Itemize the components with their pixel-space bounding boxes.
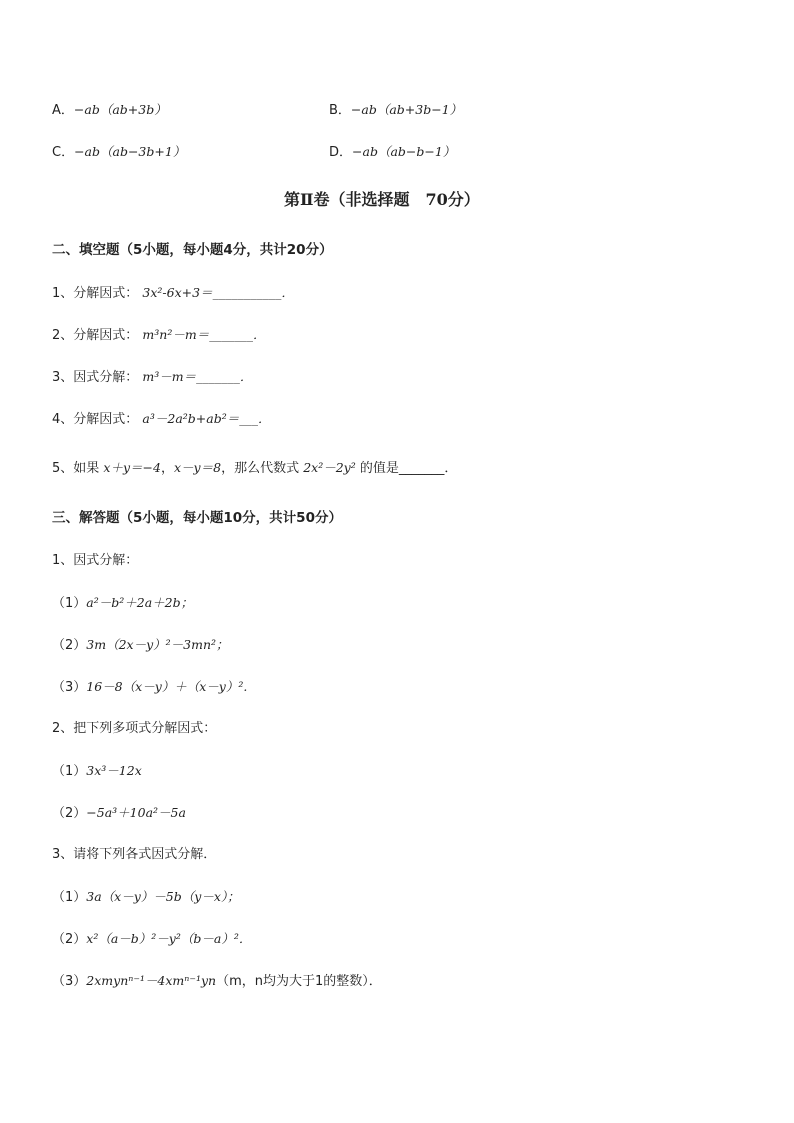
answer-q1-item3-num: （3）: [52, 680, 87, 695]
answer-q3-item2-math: x²（a－b）²－y²（b－a）²．: [86, 931, 252, 946]
answer-q2-item2-num: （2）: [52, 806, 87, 821]
fill-q3-math: m³－m＝_______．: [142, 369, 253, 384]
answer-q3-item3: [52, 972, 382, 991]
answer-q3-item3-math: 2xmynⁿ⁻¹－4xmⁿ⁻¹yn: [86, 973, 217, 988]
answer-q1-item1-num: （1）: [52, 596, 87, 611]
fill-q5-suffix: 的值是_______．: [359, 461, 458, 476]
answer-q2-item1-math: 3x³－12x: [86, 763, 142, 778]
answer-q1-item2-math: 3m（2x－y）²－3mn²；: [86, 637, 229, 652]
fill-q4-math: a³－2a²b+ab²＝___．: [142, 411, 271, 426]
answer-q2-item2-math: −5a³＋10a²－5a: [86, 805, 186, 820]
answer-q3-item1: [52, 888, 240, 907]
fill-q1-prefix: 1、分解因式：: [52, 286, 139, 301]
answer-q1-text: 1、因式分解：: [52, 553, 139, 568]
answer-q1-item3: [52, 678, 247, 697]
answer-q3-item2: [52, 930, 251, 949]
fill-q5-math1: x＋y＝−4: [103, 460, 161, 475]
fill-q2-prefix: 2、分解因式：: [52, 328, 139, 343]
fill-q5-math3: 2x²－2y²: [303, 460, 356, 475]
choice-c-label: C．: [52, 145, 75, 160]
choice-c-expr: −ab（ab−3b+1）: [74, 144, 186, 159]
fill-q3: [52, 368, 252, 387]
fill-q5: [52, 459, 457, 478]
answer-q2-text: 2、把下列多项式分解因式：: [52, 721, 217, 736]
choice-d: [329, 143, 455, 162]
choice-b-label: B．: [329, 103, 351, 118]
answer-q1-item3-math: 16－8（x－y）＋（x－y）².: [86, 679, 248, 694]
answer-q3-item1-math: 3a（x－y）－5b（y－x）；: [86, 889, 240, 904]
fill-q5-mid2: ，那么代数式: [221, 461, 300, 476]
answer-q3-item3-note: （m，n均为大于1的整数）．: [216, 974, 382, 989]
choice-b: [329, 101, 462, 120]
fill-q5-math2: x－y＝8: [173, 460, 222, 475]
answer-q3-item3-num: （3）: [52, 974, 87, 989]
choice-d-expr: −ab（ab−b−1）: [352, 144, 456, 159]
fill-heading: 二、填空题（5小题，每小题4分，共计20分）: [52, 242, 333, 258]
fill-q5-prefix: 5、如果: [52, 461, 100, 476]
fill-q1-math: 3x²-6x+3＝___________．: [142, 285, 294, 300]
fill-q2: [52, 326, 265, 345]
fill-q5-mid1: ，: [160, 461, 174, 476]
fill-q4-prefix: 4、分解因式：: [52, 412, 139, 427]
answer-q2-item2: [52, 804, 186, 823]
choice-d-label: D．: [329, 145, 353, 160]
choice-a-expr: −ab（ab+3b）: [73, 102, 167, 117]
choice-a-label: A．: [52, 103, 74, 118]
answer-q1-item1-math: a²－b²＋2a＋2b；: [86, 595, 194, 610]
answer-q1-item2: [52, 636, 229, 655]
fill-q4: [52, 410, 271, 429]
fill-q1: [52, 284, 294, 303]
fill-q2-math: m³n²－m＝_______．: [142, 327, 266, 342]
answer-q1-item2-num: （2）: [52, 638, 87, 653]
answer-q2-item1-num: （1）: [52, 764, 87, 779]
part2-title: 第Ⅱ卷（非选择题 70分）: [284, 190, 480, 209]
fill-q3-prefix: 3、因式分解：: [52, 370, 139, 385]
answer-heading: 三、解答题（5小题，每小题10分，共计50分）: [52, 510, 342, 526]
answer-q3-item1-num: （1）: [52, 890, 87, 905]
answer-q3-text: 3、请将下列各式因式分解．: [52, 847, 217, 862]
answer-q2-item1: [52, 762, 142, 781]
answer-q1-item1: [52, 594, 193, 613]
answer-q3-item2-num: （2）: [52, 932, 87, 947]
choice-c: [52, 143, 185, 162]
choice-a: [52, 101, 167, 120]
choice-b-expr: −ab（ab+3b−1）: [350, 102, 463, 117]
